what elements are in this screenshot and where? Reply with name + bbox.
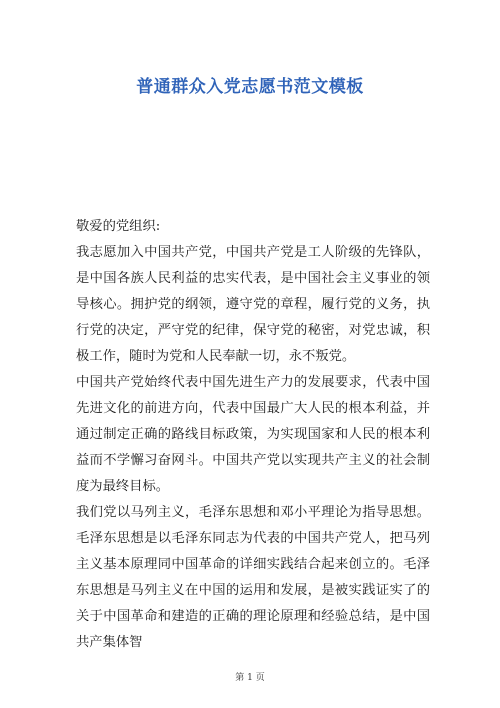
page-number: 第 1 页 [235, 673, 265, 683]
salutation: 敬爱的党组织: [76, 219, 161, 234]
paragraph-1: 我志愿加入中国共产党，中国共产党是工人阶级的先锋队，是中国各族人民利益的忠实代表，是中国社会主义事业的领导核心。拥护党的纲领，遵守党的章程，履行党的义务，执行党的决定，严守党的纪律，保守党的秘密，对党忠诚，积极工作，随时为党和人民奉献一切，永不叛党。 [76, 245, 430, 364]
paragraph-3: 我们党以马列主义，毛泽东思想和邓小平理论为指导思想。毛泽东思想是以毛泽东同志为代表的中国共产党人，把马列主义基本原理同中国革命的详细实践结合起来创立的。毛泽东思想是马列主义在中国的运用和发展，是被实践证实了的关于中国革命和建造的正确的理论原理和经验总结，是中国共产集体智 [76, 505, 430, 650]
paragraph-2: 中国共产党始终代表中国先进生产力的发展要求，代表中国先进文化的前进方向，代表中国最广大人民的根本利益，并通过制定正确的路线目标政策，为实现国家和人民的根本利益而不学懈习奋网斗。中国共产党以实现共产主义的社会制度为最终目标。 [76, 375, 430, 494]
document-title: 普通群众入党志愿书范文模板 [136, 77, 364, 97]
document-body [76, 214, 430, 656]
